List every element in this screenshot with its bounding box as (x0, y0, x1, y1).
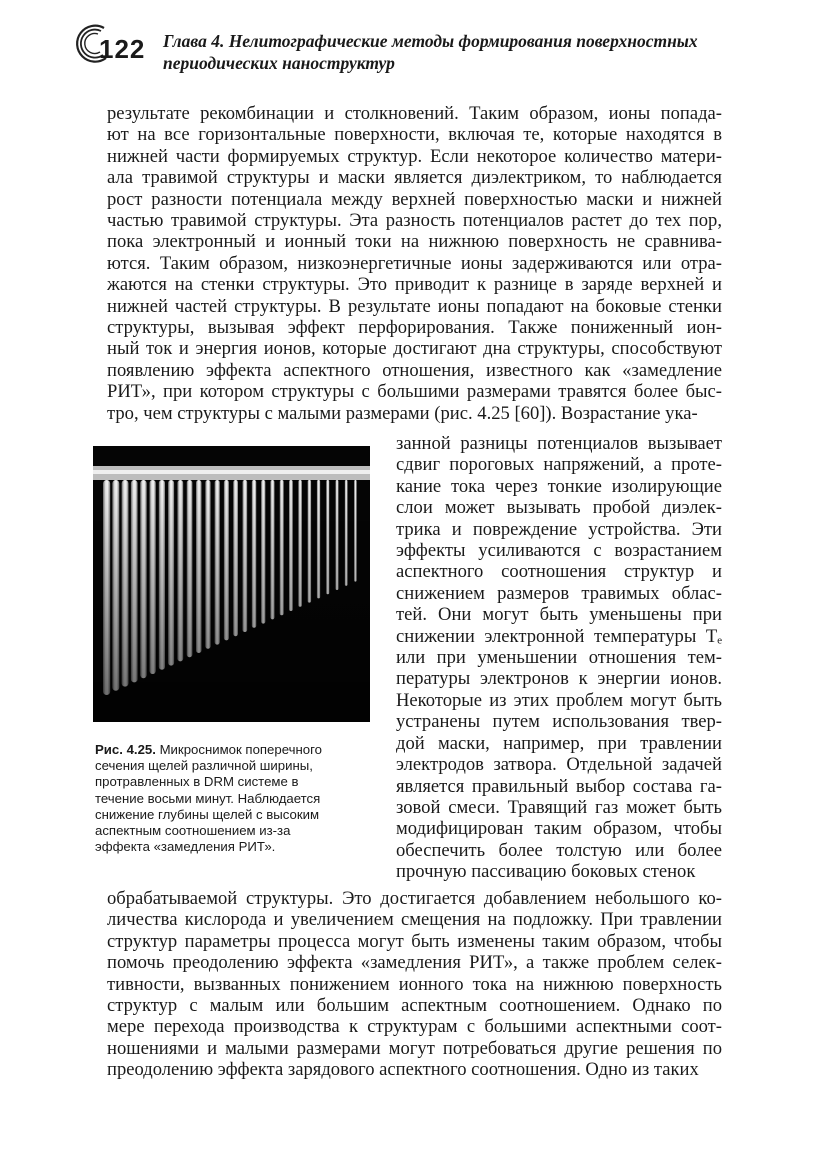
text-line: появлению эффекта аспектного отношения, известного как «замедление (107, 359, 722, 381)
micrograph-image (93, 446, 370, 722)
caption-line: течение восьми минут. Наблюдается (95, 790, 321, 806)
text-line: частью травимой структуры. Эта разность потенциалов растет до тех пор, (107, 210, 722, 232)
text-line: прочную пассивацию боковых стенок (396, 861, 696, 883)
text-line: ются. Таким образом, низкоэнергетичные ионы задерживаются или отра- (107, 252, 722, 274)
text-line: ный ток и энергия ионов, которые достигают дна структуры, способствуют (107, 338, 722, 360)
body-text-top (107, 103, 722, 424)
running-header-line: Глава 4. Нелитографические методы формирования поверхностных (163, 31, 698, 51)
caption-line: сечения щелей различной ширины, (95, 758, 313, 774)
text-line: нижней части формируемых структур. Если некоторое количество матери- (107, 145, 722, 167)
body-text-right (396, 433, 722, 883)
text-line: эффекты усиливаются с возрастанием (396, 540, 722, 562)
sem-micrograph-figure (93, 446, 370, 722)
text-line: устранены путем использования твер- (396, 711, 722, 733)
text-line: трика и повреждение устройства. Эти (396, 518, 722, 540)
text-line: ют на все горизонтальные поверхности, включая те, которые находятся в (107, 124, 722, 146)
text-line: рост разности потенциала между верхней поверхностью маски и нижней (107, 188, 722, 210)
text-line: структур параметры процесса могут быть изменены таким образом, чтобы (107, 930, 722, 952)
page-number: 122 (99, 34, 146, 64)
text-line: дой маски, например, при травлении (396, 732, 722, 754)
text-line: структур с малым или большим аспектным соотношением. Однако по (107, 995, 722, 1017)
running-header (163, 30, 723, 74)
figure-caption (95, 742, 377, 855)
text-line: преодолению эффекта зарядового аспектного соотношения. Одно из таких (107, 1059, 699, 1081)
text-line: или при уменьшении отношения тем- (396, 647, 722, 669)
text-line: снижении электронной температуры Tₑ (396, 625, 722, 647)
text-line: ала травимой структуры и маски является диэлектриком, то наблюдается (107, 167, 722, 189)
text-line: РИТ», при котором структуры с большими размерами травятся более быс- (107, 381, 722, 403)
running-header-line: периодических наноструктур (163, 53, 395, 73)
text-line: ношениями и малыми размерами могут потребоваться другие решения по (107, 1037, 722, 1059)
text-line: аспектного соотношения структур и (396, 561, 722, 583)
caption-line (95, 742, 377, 758)
text-line: снижением размеров травимых облас- (396, 582, 722, 604)
text-line: сдвиг пороговых напряжений, а проте- (396, 454, 722, 476)
caption-line: протравленных в DRM системе в (95, 774, 299, 790)
text-line: слои может вызывать пробой диэлек- (396, 497, 722, 519)
text-line: результате рекомбинации и столкновений. Таким образом, ионы попада- (107, 103, 722, 124)
text-line: пока электронный и ионный токи на нижнюю поверхность не сравнива- (107, 231, 722, 253)
text-line: кание тока через тонкие изолирующие (396, 475, 722, 497)
text-line: личества кислорода и увеличением смещения на подложку. При травлении (107, 909, 722, 931)
text-line: мере перехода производства к структурам с большими аспектными соот- (107, 1016, 722, 1038)
text-line: тей. Они могут быть уменьшены при (396, 604, 722, 626)
caption-text: Микроснимок поперечного (155, 742, 322, 757)
text-line: Некоторые из этих проблем могут быть (396, 689, 722, 711)
text-line: электродов затвора. Отдельной задачей (396, 754, 722, 776)
text-line: модифицирован таким образом, чтобы (396, 818, 722, 840)
caption-line: аспектным соотношением из-за (95, 823, 291, 839)
text-line: является правильный выбор состава га- (396, 775, 722, 797)
caption-line: эффекта «замедления РИТ». (95, 839, 276, 855)
caption-label: Рис. 4.25. (95, 742, 156, 757)
text-line: тро, чем структуры с малыми размерами (рис. 4.25 [60]). Возрастание ука- (107, 402, 698, 424)
text-line: структуры, вызывая эффект перфорирования. Также пониженный ион- (107, 317, 722, 339)
text-line: жаются на стенки структуры. Это приводит к разнице в заряде верхней и (107, 274, 722, 296)
text-line: тивности, вызванных понижением ионного тока на нижнюю поверхность (107, 973, 722, 995)
text-line: зовой смеси. Травящий газ может быть (396, 796, 722, 818)
text-line: нижней частей структуры. В результате ионы попадают на боковые стенки (107, 295, 722, 317)
text-line: обрабатываемой структуры. Это достигается добавлением небольшого ко- (107, 888, 722, 909)
text-line: помочь преодолению эффекта «замедления РИТ», а также проблем селек- (107, 952, 722, 974)
text-line: пературы электронов к энергии ионов. (396, 668, 722, 690)
caption-line: снижение глубины щелей с высоким (95, 806, 320, 822)
body-text-bottom (107, 888, 722, 1081)
text-line: обеспечить более толстую или более (396, 839, 722, 861)
text-line: занной разницы потенциалов вызывает (396, 433, 722, 454)
